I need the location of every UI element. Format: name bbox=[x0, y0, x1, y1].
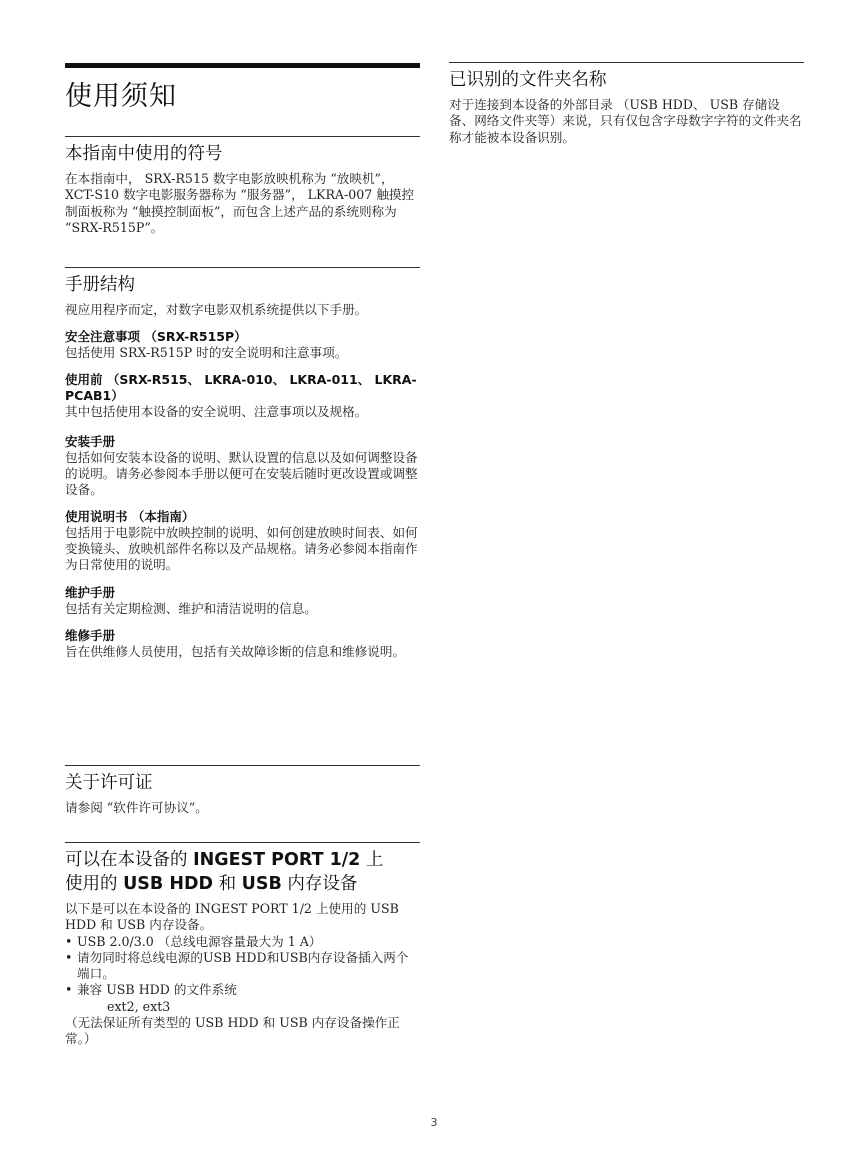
title-rule bbox=[65, 63, 420, 68]
section-heading: 本指南中使用的符号 bbox=[65, 144, 223, 164]
section-intro: 以下是可以在本设备的 INGEST PORT 1/2 上使用的 USB HDD 和 USB 内存设备。 bbox=[65, 901, 399, 933]
section-rule bbox=[449, 62, 804, 63]
section-heading: 手册结构 bbox=[65, 275, 135, 295]
usb-requirements-list bbox=[65, 934, 420, 999]
manual-item-service bbox=[65, 628, 420, 660]
manual-item-installation bbox=[65, 434, 420, 499]
manual-item-operation bbox=[65, 509, 420, 574]
manual-item-body: 包括使用 SRX-R515P 时的安全说明和注意事项。 bbox=[65, 345, 348, 361]
section-heading: 已识别的文件夹名称 bbox=[449, 70, 607, 90]
manual-item-safety bbox=[65, 329, 420, 361]
manual-item-title: 使用说明书 （本指南） bbox=[65, 508, 195, 524]
section-rule bbox=[65, 267, 420, 268]
manual-item-title: 维护手册 bbox=[65, 584, 116, 600]
manual-item-body: 旨在供维修人员使用，包括有关故障诊断的信息和维修说明。 bbox=[65, 643, 406, 659]
manual-item-title: 使用前 （SRX-R515、 LKRA-010、 LKRA-011、 LKRA-PCAB1） bbox=[65, 371, 417, 403]
section-rule bbox=[65, 765, 420, 766]
manual-item-body: 包括如何安装本设备的说明、默认设置的信息以及如何调整设备的说明。请务必参阅本手册以便可在安装后随时更改设置或调整设备。 bbox=[65, 449, 418, 498]
section-body: 对于连接到本设备的外部目录 （USB HDD、 USB 存储设备、网络文件夹等）来说，只有仅包含字母数字字符的文件夹名称才能被本设备识别。 bbox=[449, 97, 802, 145]
manual-item-title: 安全注意事项 （SRX-R515P） bbox=[65, 329, 247, 345]
manual-item-maintenance bbox=[65, 585, 420, 617]
section-rule bbox=[65, 136, 420, 137]
section-usb-devices bbox=[65, 842, 420, 1048]
page-number: 3 bbox=[430, 1116, 438, 1129]
section-body: 请参阅 “软件许可协议”。 bbox=[65, 800, 208, 815]
section-body: 在本指南中， SRX-R515 数字电影放映机称为 “放映机”， XCT-S10 数字电影服务器称为 “服务器”， LKRA-007 触摸控制面板称为 “触摸控制面板”，而包含上述产品的系统则称为 “SRX-R515P”。 bbox=[65, 171, 415, 235]
manual-item-before-use bbox=[65, 372, 420, 420]
page-title: 使用须知 bbox=[65, 81, 177, 112]
section-intro: 视应用程序而定，对数字电影双机系统提供以下手册。 bbox=[65, 302, 368, 317]
section-symbols bbox=[65, 136, 420, 236]
manual-item-body: 包括有关定期检测、维护和清洁说明的信息。 bbox=[65, 600, 317, 616]
list-item: • USB 2.0/3.0 （总线电源容量最大为 1 A） bbox=[65, 934, 420, 950]
manual-item-title: 维修手册 bbox=[65, 627, 116, 643]
section-manual-structure bbox=[65, 267, 420, 660]
section-rule bbox=[65, 842, 420, 843]
list-item: • 兼容 USB HDD 的文件系统 bbox=[65, 982, 420, 998]
manual-item-body: 包括用于电影院中放映控制的说明、如何创建放映时间表、如何变换镜头、放映机部件名称以及产品规格。请务必参阅本指南作为日常使用的说明。 bbox=[65, 524, 418, 573]
section-heading: 关于许可证 bbox=[65, 773, 153, 793]
manual-item-title: 安装手册 bbox=[65, 433, 116, 449]
manual-item-body: 其中包括使用本设备的安全说明、注意事项以及规格。 bbox=[65, 403, 368, 419]
list-item: • 请勿同时将总线电源的USB HDD和USB内存设备插入两个端口。 bbox=[65, 950, 420, 983]
usb-note: （无法保证所有类型的 USB HDD 和 USB 内存设备操作正常。） bbox=[65, 1015, 400, 1047]
filesystem-list: ext2, ext3 bbox=[107, 998, 171, 1014]
section-heading: 可以在本设备的 INGEST PORT 1/2 上 使用的 USB HDD 和 USB 内存设备 bbox=[65, 850, 384, 894]
section-recognized-folders bbox=[449, 62, 804, 146]
section-license bbox=[65, 765, 420, 816]
